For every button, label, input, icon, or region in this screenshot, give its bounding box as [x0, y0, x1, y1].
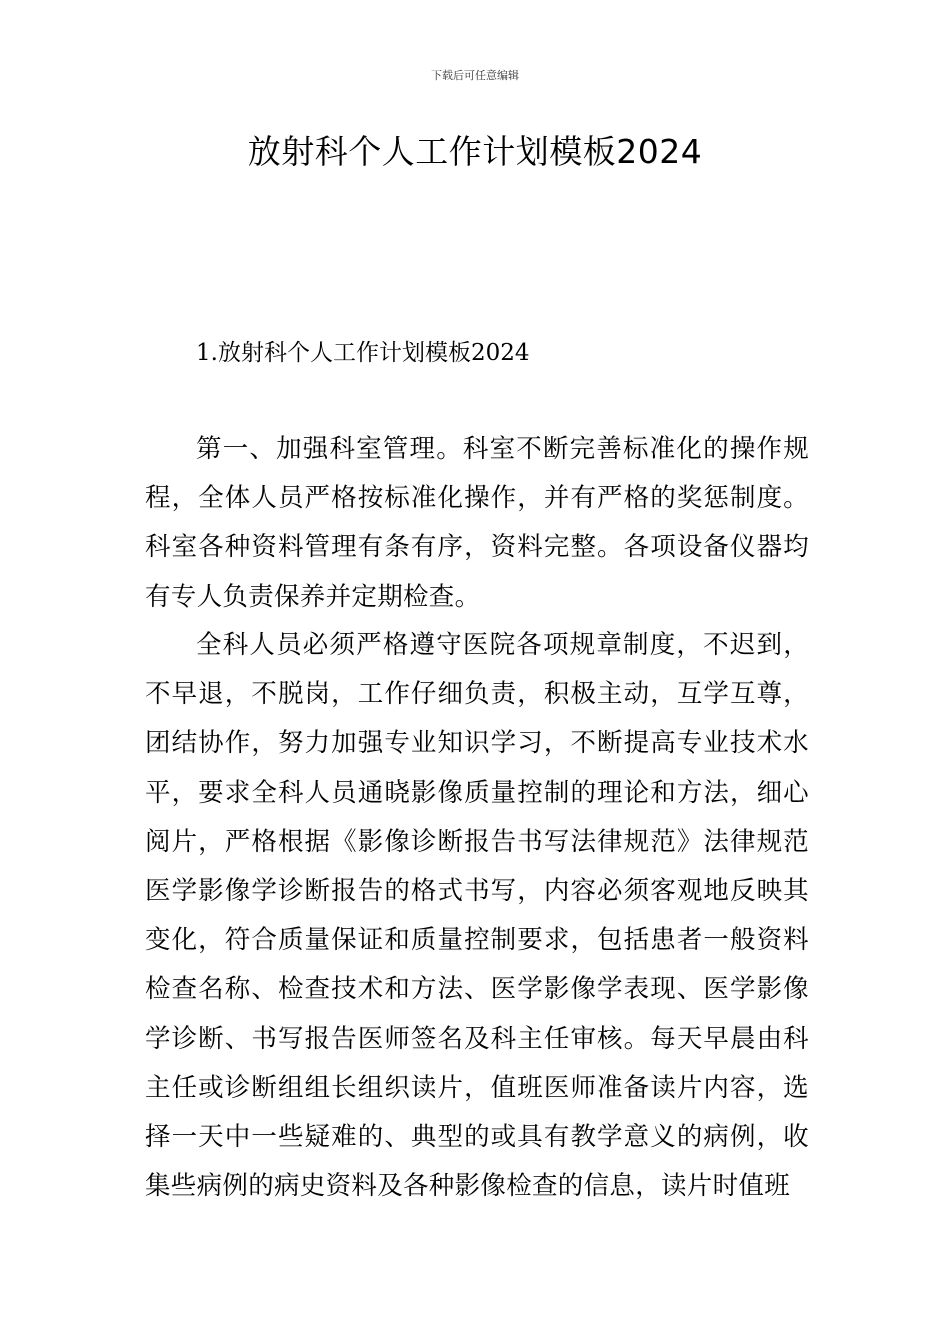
body-paragraph-1-block: [145, 425, 809, 622]
body-paragraph: 全科人员必须严格遵守医院各项规章制度，不迟到，不早退，不脱岗，工作仔细负责，积极主动，互学互尊，团结协作，努力加强专业知识学习，不断提高专业技术水平，要求全科人员通晓影像质量控制的理论和方法，细心阅片，严格根据《影像诊断报告书写法律规范》法律规范医学影像学诊断报告的格式书写，内容必须客观地反映其变化，符合质量保证和质量控制要求，包括患者一般资料检查名称、检查技术和方法、医学影像学表现、医学影像学诊断、书写报告医师签名及科主任审核。每天早晨由科主任或诊断组组长组织读片，值班医师准备读片内容，选择一天中一些疑难的、典型的或具有教学意义的病例，收集些病例的病史资料及各种影像检查的信息，读片时值班: [145, 630, 809, 1202]
section-heading: 1.放射科个人工作计划模板2024: [196, 340, 530, 366]
header-note: 下载后可任意编辑: [431, 69, 519, 82]
body-paragraph: 第一、加强科室管理。科室不断完善标准化的操作规程，全体人员严格按标准化操作，并有严格的奖惩制度。科室各种资料管理有条有序，资料完整。各项设备仪器均有专人负责保养并定期检查。: [145, 434, 809, 612]
document-title: 放射科个人工作计划模板2024: [247, 132, 703, 171]
body-paragraph-2-block: [145, 621, 809, 1211]
